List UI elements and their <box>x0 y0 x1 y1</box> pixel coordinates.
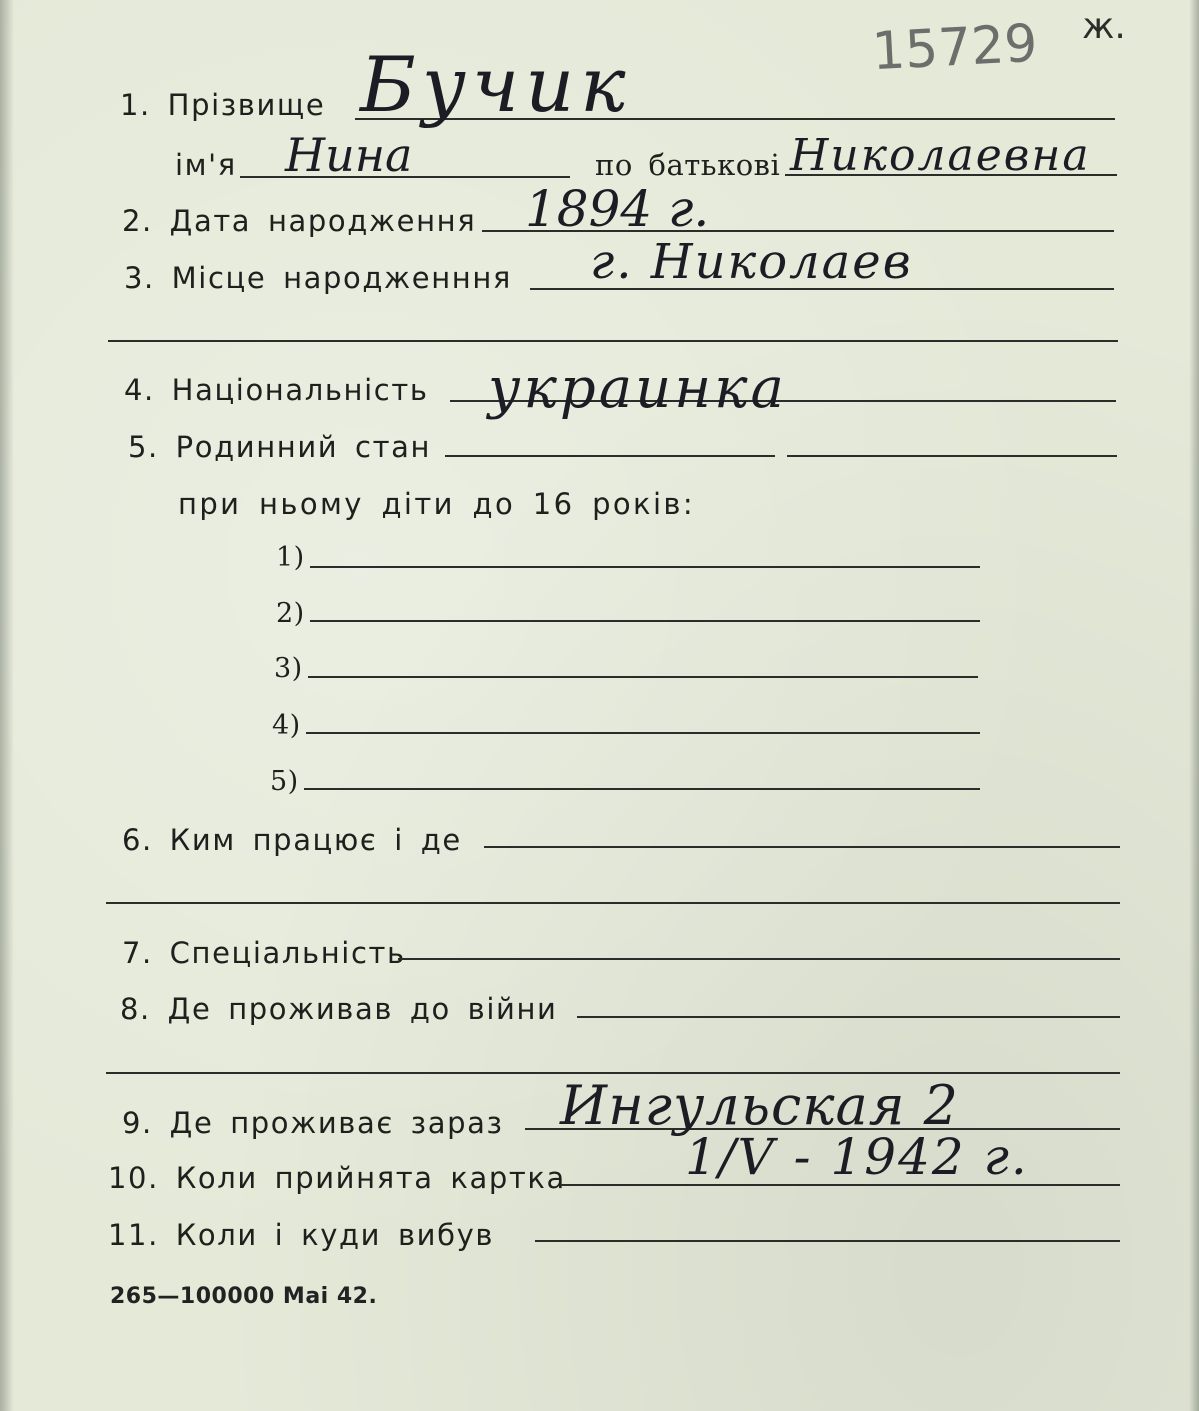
field-10-value[interactable]: 1/V - 1942 г. <box>685 1128 1029 1186</box>
child-1-line <box>310 566 980 568</box>
child-3-line <box>308 676 978 678</box>
field-1-name-value[interactable]: Нина <box>285 128 413 182</box>
printer-imprint: 265—100000 Mai 42. <box>110 1284 378 1309</box>
field-3-extra-line <box>108 340 1118 342</box>
field-6-label: 6. Ким працює і де <box>122 823 462 857</box>
field-1-value[interactable]: Бучик <box>360 40 632 129</box>
field-5-line-a <box>445 455 775 457</box>
children-header: при ньому діти до 16 років: <box>178 487 696 521</box>
field-9-label: 9. Де проживає зараз <box>122 1106 504 1140</box>
field-1-patronymic-value[interactable]: Николаевна <box>790 130 1091 181</box>
field-6-extra-line <box>106 902 1120 904</box>
field-8-label: 8. Де проживав до війни <box>120 992 558 1026</box>
field-7-line <box>398 958 1120 960</box>
field-6-line <box>484 846 1120 848</box>
field-11-line <box>535 1240 1120 1242</box>
field-1-name-label: ім'я <box>175 148 237 182</box>
field-10-label: 10. Коли прийнята картка <box>108 1161 566 1195</box>
field-7-label: 7. Спеціальність <box>122 936 406 970</box>
field-8-line <box>577 1016 1120 1018</box>
field-2-value[interactable]: 1894 г. <box>525 180 710 238</box>
child-1-label: 1) <box>276 542 305 573</box>
field-4-label: 4. Національність <box>124 373 429 407</box>
field-1-patronymic-label: по батькові <box>595 148 781 182</box>
field-11-label: 11. Коли і куди вибув <box>108 1218 495 1252</box>
field-1-label: 1. Прізвище <box>120 88 326 122</box>
field-9-value[interactable]: Ингульская 2 <box>560 1074 960 1137</box>
child-4-line <box>306 732 980 734</box>
card-number: 15729 <box>870 13 1039 83</box>
field-5-line-b <box>787 455 1117 457</box>
child-2-line <box>310 620 980 622</box>
field-3-value[interactable]: г. Николаев <box>590 234 913 290</box>
field-5-label: 5. Родинний стан <box>128 430 432 464</box>
card-mark: ж. <box>1082 6 1126 47</box>
child-4-label: 4) <box>272 710 301 741</box>
child-3-label: 3) <box>274 653 303 684</box>
field-4-value[interactable]: украинка <box>488 356 787 421</box>
child-5-label: 5) <box>270 766 299 797</box>
child-5-line <box>304 788 980 790</box>
field-3-label: 3. Місце народженння <box>124 261 512 295</box>
field-2-label: 2. Дата народження <box>122 204 477 238</box>
child-2-label: 2) <box>276 598 305 629</box>
